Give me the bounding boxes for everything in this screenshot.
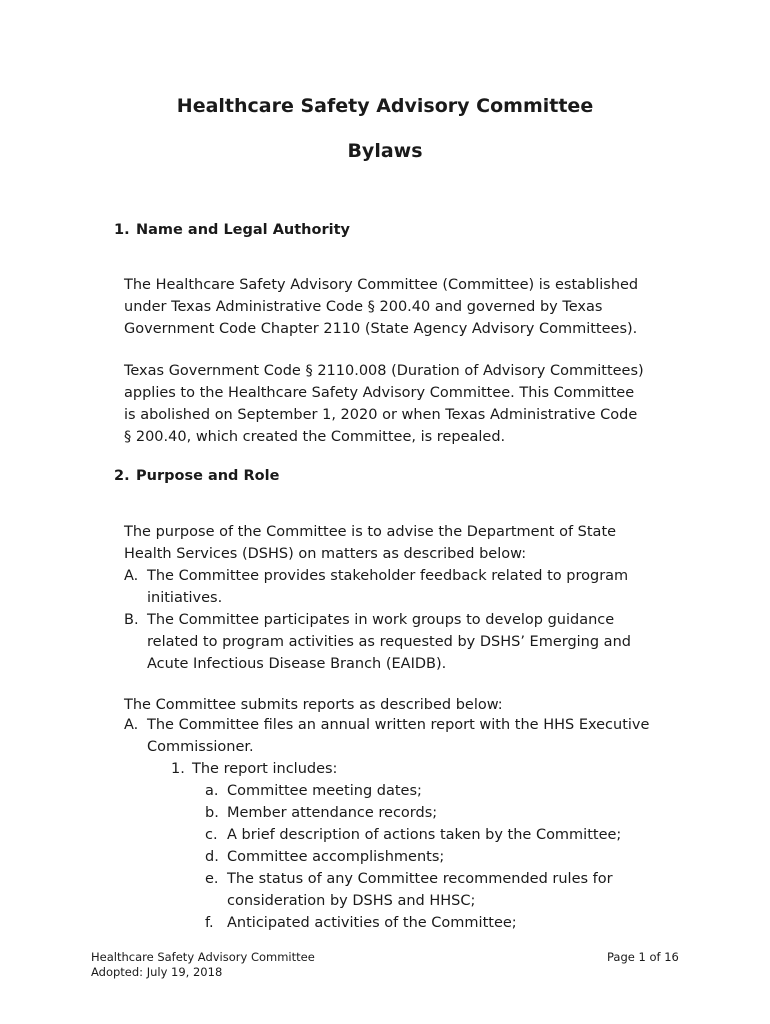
list-item-line: related to program activities as requested by DSHS’ Emerging and	[147, 634, 631, 650]
paragraph-line: § 200.40, which created the Committee, is repealed.	[124, 429, 506, 445]
section-1-title: Name and Legal Authority	[136, 222, 350, 238]
page-number: Page 1 of 16	[607, 950, 679, 964]
paragraph-line: The Healthcare Safety Advisory Committee (Committee) is established	[124, 277, 639, 293]
list-item	[171, 758, 338, 780]
list-item	[205, 846, 621, 868]
section-2-heading	[114, 468, 279, 485]
paragraph-line: Texas Government Code § 2110.008 (Duration of Advisory Committees)	[124, 363, 644, 379]
list-marker: e.	[205, 871, 219, 887]
paragraph-line: The Committee submits reports as described below:	[124, 697, 503, 713]
list-marker: B.	[124, 612, 139, 628]
paragraph-line: Government Code Chapter 2110 (State Agency Advisory Committees).	[124, 321, 638, 337]
report-sub-list	[171, 758, 338, 780]
section-1-number: 1.	[114, 222, 130, 238]
list-item	[124, 714, 650, 758]
footer-adopted-date: Adopted: July 19, 2018	[91, 965, 223, 979]
list-marker: c.	[205, 827, 218, 843]
paragraph-line: is abolished on September 1, 2020 or when Texas Administrative Code	[124, 407, 638, 423]
document-subtitle: Bylaws	[347, 140, 423, 162]
purpose-list	[124, 565, 631, 675]
paragraph-line: The purpose of the Committee is to advise the Department of State	[124, 524, 617, 540]
list-marker: d.	[205, 849, 219, 865]
paragraph-line: applies to the Healthcare Safety Advisory Committee. This Committee	[124, 385, 635, 401]
list-marker: A.	[124, 717, 139, 733]
footer-right	[607, 950, 679, 965]
section-1-paragraph-1	[124, 274, 684, 340]
section-1-heading	[114, 222, 350, 239]
list-item-line: consideration by DSHS and HHSC;	[227, 893, 476, 909]
list-item-line: The Committee provides stakeholder feedback related to program	[147, 568, 629, 584]
footer-left	[91, 950, 315, 980]
list-item	[205, 780, 621, 802]
list-item	[124, 609, 631, 675]
reports-list	[124, 714, 650, 758]
purpose-intro	[124, 521, 684, 565]
list-marker: b.	[205, 805, 219, 821]
document-title: Healthcare Safety Advisory Committee	[176, 95, 594, 117]
list-item-line: Member attendance records;	[227, 805, 438, 821]
list-item	[124, 565, 631, 609]
list-item-line: The Committee participates in work groups to develop guidance	[147, 612, 615, 628]
list-item-line: The report includes:	[192, 761, 338, 777]
list-item-line: The status of any Committee recommended rules for	[227, 871, 613, 887]
section-2-number: 2.	[114, 468, 130, 484]
list-item	[205, 802, 621, 824]
list-marker: 1.	[171, 761, 185, 777]
list-item-line: Commissioner.	[147, 739, 254, 755]
reports-intro	[124, 694, 684, 716]
list-item	[205, 824, 622, 846]
paragraph-line: under Texas Administrative Code § 200.40 and governed by Texas	[124, 299, 603, 315]
section-1-paragraph-2	[124, 360, 684, 448]
report-includes-list	[205, 780, 622, 934]
paragraph-line: Health Services (DSHS) on matters as described below:	[124, 546, 527, 562]
list-item-line: A brief description of actions taken by the Committee;	[227, 827, 622, 843]
list-item-line: initiatives.	[147, 590, 223, 606]
list-item-line: Anticipated activities of the Committee;	[227, 915, 517, 931]
list-item-line: The Committee files an annual written report with the HHS Executive	[147, 717, 650, 733]
list-marker: a.	[205, 783, 219, 799]
list-item	[205, 868, 621, 912]
list-marker: A.	[124, 568, 139, 584]
list-item-line: Committee accomplishments;	[227, 849, 445, 865]
footer-committee-name: Healthcare Safety Advisory Committee	[91, 950, 315, 964]
list-item	[205, 912, 621, 934]
list-item-line: Acute Infectious Disease Branch (EAIDB).	[147, 656, 447, 672]
section-2-title: Purpose and Role	[136, 468, 280, 484]
list-marker: f.	[205, 915, 214, 931]
list-item-line: Committee meeting dates;	[227, 783, 422, 799]
